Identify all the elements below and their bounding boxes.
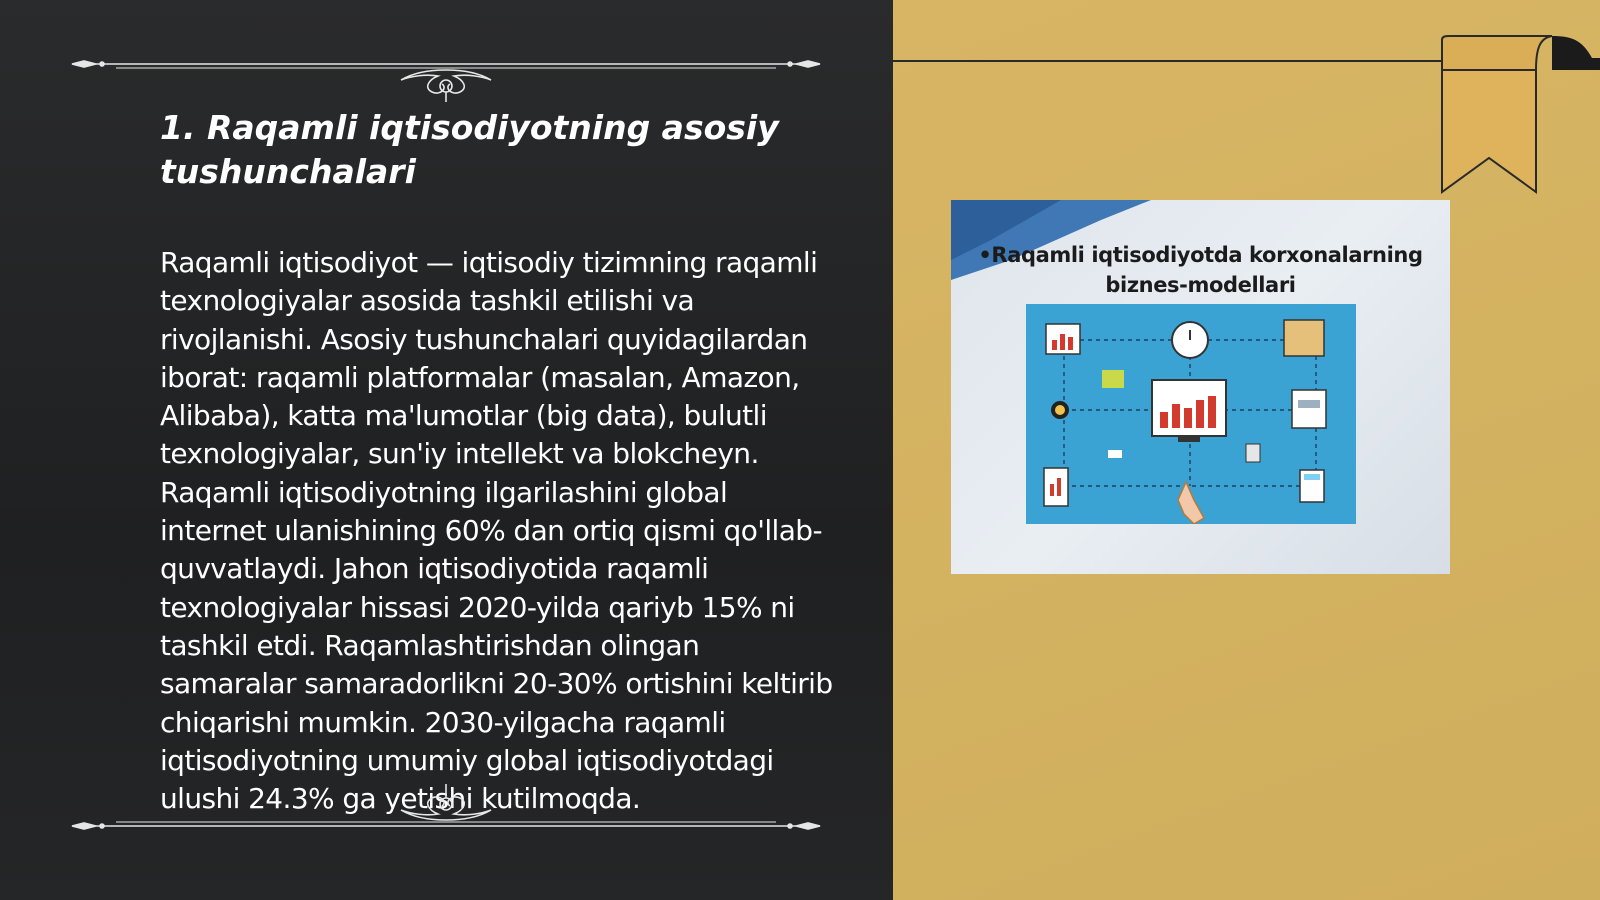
slide-body-text: Raqamli iqtisodiyot — iqtisodiy tizimning raqamli texnologiyalar asosida tashkil etilishi va rivojlanishi. Asosiy tushunchalari quyidagilardan iborat: raqamli platformalar (masalan, Amazon, Alibaba), katta ma'lumotlar (big data), bulutli texnologiyalar, sun'iy intellekt va blokcheyn. Raqamli iqtisodiyotning ilgarilashini global internet ulanishining 60% dan ortiq qismi qo'llab-quvvatlaydi. Jahon iqtisodiyotida raqamli texnologiyalar hissasi 2020-yilda qariyb 15% ni tashkil etdi. Raqamlashtirishdan olingan samaralar samaradorlikni 20-30% ortishini keltirib chiqarishi mumkin. 2030-yilgacha raqamli iqtisodiyotning umumiy global iqtisodiyotdagi ulushi 24.3% ga yetishi kutilmoqda.: [160, 246, 833, 816]
ornament-divider-icon: [66, 42, 826, 102]
slide-image: [951, 200, 1450, 574]
right-divider-line: [893, 60, 1453, 62]
slide-title: 1. Raqamli iqtisodiyotning asosiy tushunchalari: [160, 108, 779, 191]
business-model-diagram-icon: [1026, 304, 1356, 524]
ornament-divider-icon: [66, 784, 826, 844]
image-caption: •Raqamli iqtisodiyotda korxonalarning biznes-modellari: [978, 243, 1423, 297]
bookmark-ribbon-icon: [1432, 30, 1600, 200]
